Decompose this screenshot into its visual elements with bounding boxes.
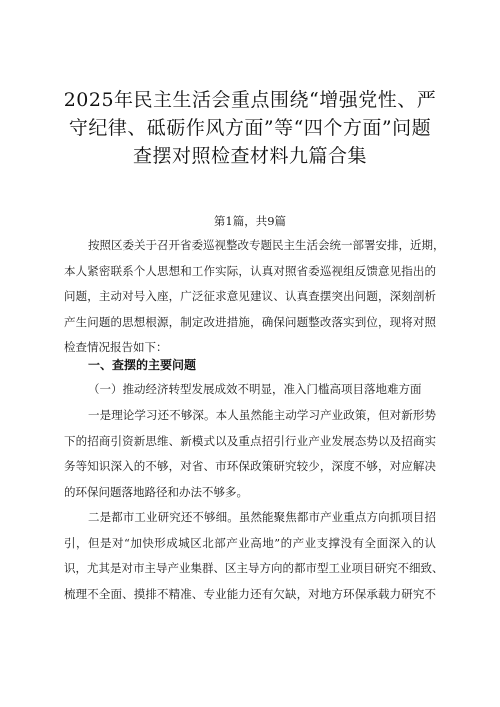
document-subtitle: 第1篇，共9篇 [213, 214, 287, 228]
title-line: 守纪律、砥砺作风方面”等“四个方面”问题 [68, 117, 432, 139]
document-title [60, 86, 440, 170]
paragraph-line: 按照区委关于召开省委巡视整改专题民主生活会统一部署安排，近期， [88, 238, 445, 252]
paragraph-line: 引，但是对“加快形成城区北部产业高地”的产业支撑没有全面深入的认 [64, 535, 436, 550]
sub-heading [64, 377, 436, 403]
paragraph-line: 问题，主动对号入座，广泛征求意见建议、认真查摆突出问题，深刻剖析 [64, 289, 436, 303]
paragraph-line: 梳理不全面、摸排不精准、专业能力还有欠缺，对地方环保承载力研究不 [64, 586, 436, 601]
paragraph-urban-industry [64, 505, 444, 607]
paragraph-line: 下的招商引资新思维、新模式以及重点招引行业产业发展态势以及招商实 [64, 433, 436, 448]
paragraph-line: 务等知识深入的不够，对省、市环保政策研究较少，深度不够，对应解决 [64, 459, 436, 473]
section-heading: 一、查摆的主要问题 [88, 358, 197, 372]
paragraph-line: 本人紧密联系个人思想和工作实际，认真对照省委巡视组反馈意见指出的 [64, 263, 436, 278]
paragraph-line: 检查情况报告如下： [64, 340, 168, 354]
paragraph-line: 产生问题的思想根源，制定改进措施，确保问题整改落实到位，现将对照 [64, 314, 436, 329]
paragraph-line: 二是都市工业研究还不够细。虽然能聚焦都市产业重点方向抓项目招 [88, 510, 436, 524]
sub-heading-line: （一）推动经济转型发展成效不明显，准入门槛高项目落地难方面 [88, 382, 422, 396]
paragraph-line: 识，尤其是对市主导产业集群、区主导方向的都市型工业项目研究不细致、 [64, 561, 444, 575]
intro-paragraph [64, 233, 445, 361]
title-line: 2025年民主生活会重点围绕“增强党性、严 [63, 89, 437, 111]
title-line: 查摆对照检查材料九篇合集 [132, 145, 367, 167]
paragraph-line: 一是理论学习还不够深。本人虽然能主动学习产业政策，但对新形势 [88, 408, 436, 422]
paragraph-theory-study [64, 403, 436, 505]
paragraph-line: 的环保问题落地路径和办法不够多。 [64, 484, 248, 499]
